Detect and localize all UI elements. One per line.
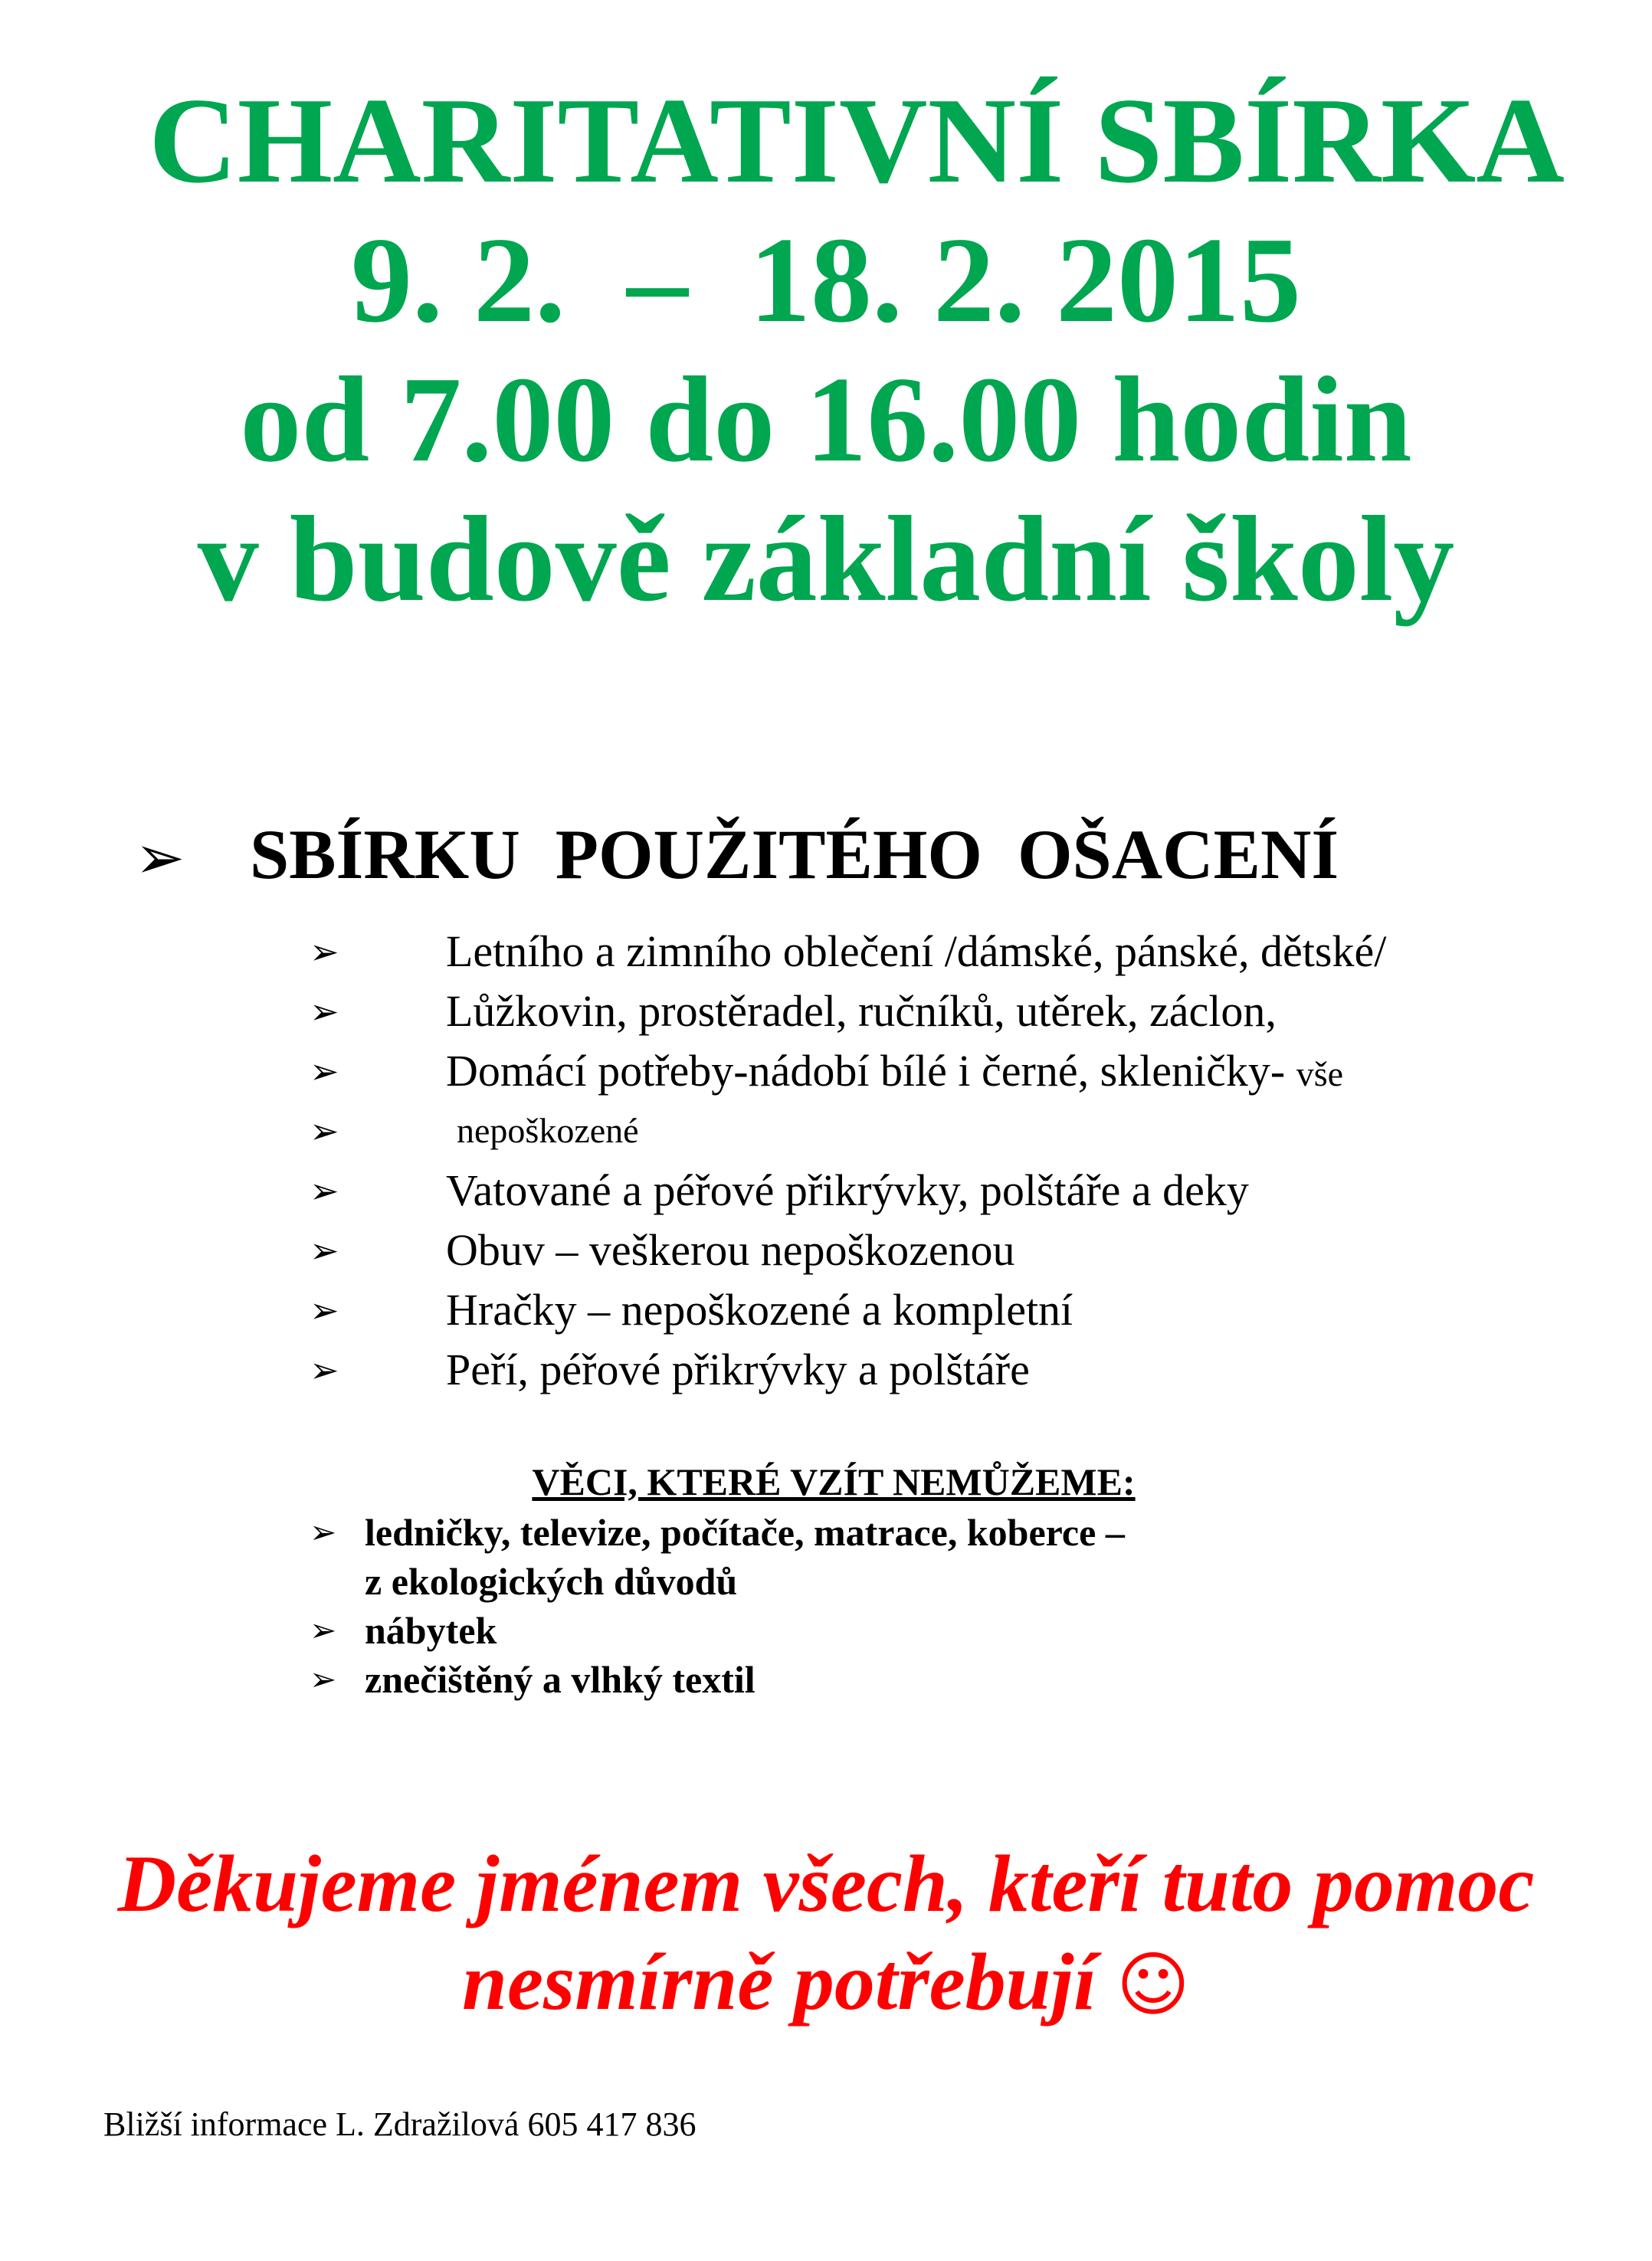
arrow-bullet-icon: ➢ <box>310 1660 337 1698</box>
list-item-text: ledničky, televize, počítače, matrace, koberce – <box>365 1511 1125 1554</box>
not-accepted-title: VĚCI, KTERÉ VZÍT NEMŮŽEME: <box>532 1460 1136 1503</box>
arrow-bullet-icon: ➢ <box>310 1110 339 1152</box>
arrow-bullet-icon: ➢ <box>310 1349 339 1391</box>
collection-section-title <box>135 812 1339 900</box>
list-item-text: Obuv – veškerou nepoškozenou <box>446 1225 1015 1275</box>
arrow-bullet-icon: ➢ <box>310 1170 339 1211</box>
list-item <box>310 1101 1643 1161</box>
list-item-text: nábytek <box>365 1609 497 1652</box>
list-item <box>310 1161 1643 1221</box>
list-item <box>310 1606 1125 1655</box>
list-item <box>310 1508 1125 1606</box>
accepted-items-list <box>310 922 1643 1400</box>
arrow-bullet-icon: ➢ <box>310 1611 337 1649</box>
list-item <box>310 1655 1125 1704</box>
poster-header <box>0 70 1652 628</box>
list-item-text-continued: z ekologických důvodů <box>365 1560 738 1603</box>
list-item <box>310 1041 1643 1101</box>
collection-heading: SBÍRKU POUŽITÉHO OŠACENÍ <box>250 815 1339 893</box>
list-item-text: znečištěný a vlhký textil <box>365 1658 756 1701</box>
thanks-line-1: Děkujeme jménem všech, kteří tuto pomoc <box>117 1839 1535 1928</box>
list-item-text: Peří, péřové přikrývky a polštáře <box>446 1345 1030 1394</box>
list-item-text: Hračky – nepoškozené a kompletní <box>446 1285 1073 1335</box>
thanks-line-2: nesmírně potřebují ☺ <box>462 1937 1190 2027</box>
arrow-bullet-icon: ➢ <box>310 1289 339 1331</box>
thanks-message <box>0 1835 1652 2034</box>
arrow-bullet-icon: ➢ <box>310 1230 339 1271</box>
list-item-text: Letního a zimního oblečení /dámské, pánské, dětské/ <box>446 926 1387 976</box>
collection-hours: od 7.00 do 16.00 hodin <box>240 351 1412 487</box>
arrow-bullet-icon: ➢ <box>310 991 339 1032</box>
smiley-icon: ☺ <box>1116 1944 1190 2026</box>
arrow-bullet-icon: ➢ <box>135 824 185 893</box>
list-item-text: Domácí potřeby-nádobí bílé i černé, skleničky- vše <box>446 1046 1344 1096</box>
list-item <box>310 981 1643 1041</box>
poster-title: CHARITATIVNÍ SBÍRKA <box>149 72 1565 208</box>
list-item-text: Vatované a péřové přikrývky, polštáře a deky <box>446 1165 1249 1215</box>
contact-info: Bližší informace L. Zdražilová 605 417 836 <box>103 2105 697 2143</box>
list-item-suffix: vše <box>1296 1054 1344 1093</box>
arrow-bullet-icon: ➢ <box>310 1050 339 1092</box>
not-accepted-list <box>310 1508 1125 1704</box>
list-item <box>310 1280 1643 1340</box>
arrow-bullet-icon: ➢ <box>310 931 339 972</box>
list-item <box>310 1340 1643 1400</box>
collection-dates: 9. 2. – 18. 2. 2015 <box>351 211 1301 348</box>
list-item-text: nepoškozené <box>457 1111 639 1150</box>
list-item <box>310 1221 1643 1280</box>
arrow-bullet-icon: ➢ <box>310 1513 337 1551</box>
collection-place: v budově základní školy <box>197 490 1455 627</box>
list-item-text: Lůžkovin, prostěradel, ručníků, utěrek, záclon, <box>446 986 1277 1036</box>
list-item <box>310 922 1643 981</box>
